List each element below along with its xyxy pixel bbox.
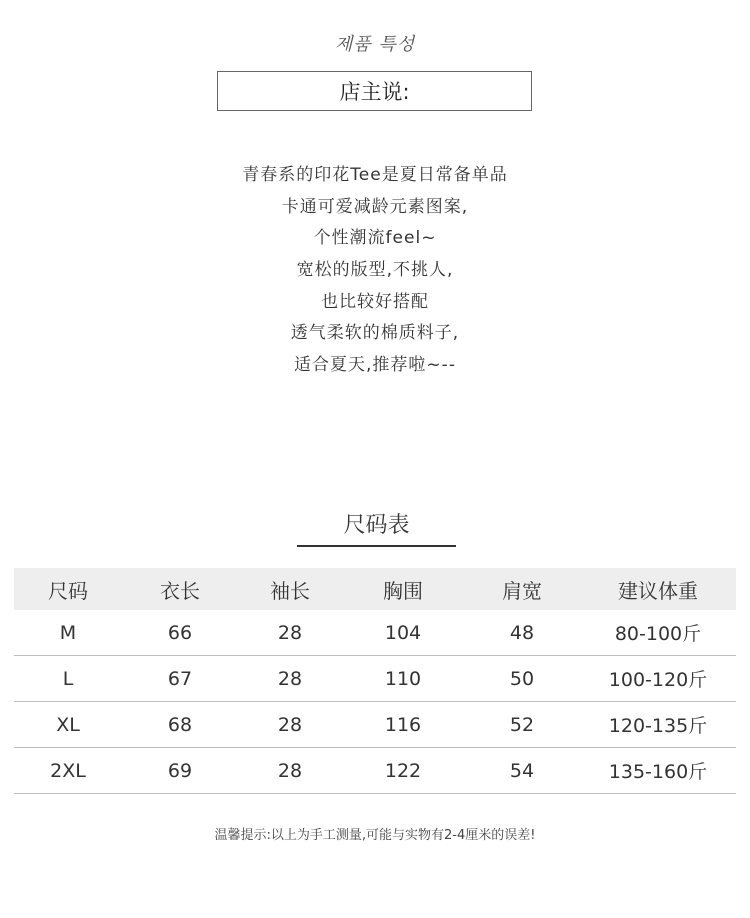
table-cell: 120-135斤 xyxy=(608,715,708,737)
table-cell: 135-160斤 xyxy=(608,761,708,783)
product-description xyxy=(0,160,750,382)
table-row xyxy=(14,748,736,794)
table-cell: 110 xyxy=(384,667,422,690)
table-cell: 52 xyxy=(509,713,535,736)
table-cell: 50 xyxy=(509,667,535,690)
table-cell: 100-120斤 xyxy=(608,669,708,691)
header-cell-size: 尺码 xyxy=(48,578,88,603)
header-cell-shoulder: 肩宽 xyxy=(502,578,542,603)
table-cell: 66 xyxy=(167,621,193,644)
table-cell: XL xyxy=(56,713,80,736)
table-cell: 2XL xyxy=(50,759,86,782)
table-cell: 69 xyxy=(167,759,193,782)
table-cell: 48 xyxy=(509,621,535,644)
table-cell: 122 xyxy=(384,759,422,782)
owner-says-label: 店主说: xyxy=(339,80,410,104)
table-row xyxy=(14,702,736,748)
owner-says-box xyxy=(217,71,532,111)
description-line: 个性潮流feel~ xyxy=(313,228,437,249)
table-cell: 28 xyxy=(277,759,303,782)
description-line: 卡通可爱减龄元素图案, xyxy=(281,196,469,217)
description-line: 适合夏天,推荐啦~-- xyxy=(294,355,456,376)
table-row xyxy=(14,656,736,702)
table-cell: 80-100斤 xyxy=(614,623,702,645)
table-row xyxy=(14,610,736,656)
table-cell: 68 xyxy=(167,713,193,736)
table-cell: 54 xyxy=(509,759,535,782)
table-cell: 67 xyxy=(167,667,193,690)
header-cell-sleeve: 袖长 xyxy=(270,578,310,603)
handwritten-title: 제품 특성 xyxy=(334,34,416,55)
header-cell-weight: 建议体重 xyxy=(618,578,698,603)
size-chart-header-row xyxy=(14,568,736,610)
table-cell: 28 xyxy=(277,713,303,736)
header-cell-chest: 胸围 xyxy=(383,578,423,603)
table-cell: 28 xyxy=(277,667,303,690)
description-line: 也比较好搭配 xyxy=(321,291,429,312)
size-chart-table xyxy=(14,568,736,794)
table-cell: 104 xyxy=(384,621,422,644)
size-chart-title: 尺码表 xyxy=(297,508,456,547)
table-cell: 116 xyxy=(384,713,422,736)
description-line: 透气柔软的棉质料子, xyxy=(290,323,460,344)
table-cell: 28 xyxy=(277,621,303,644)
table-cell: M xyxy=(59,621,77,644)
description-line: 宽松的版型,不挑人, xyxy=(296,260,454,281)
table-cell: L xyxy=(62,667,74,690)
description-line: 青春系的印花Tee是夏日常备单品 xyxy=(242,165,508,185)
header-cell-length: 衣长 xyxy=(160,578,200,603)
measurement-note: 温馨提示:以上为手工测量,可能与实物有2-4厘米的误差! xyxy=(214,828,536,843)
